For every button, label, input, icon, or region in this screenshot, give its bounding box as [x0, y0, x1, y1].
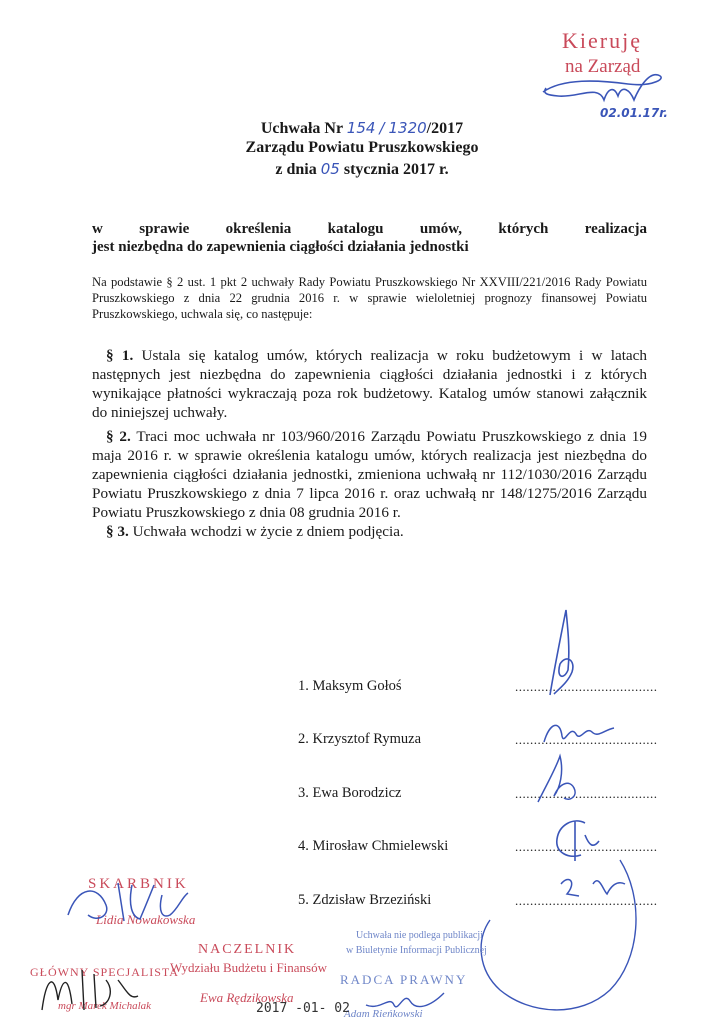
- incoming-stamp-date: 02.01.17r.: [600, 106, 668, 120]
- paragraph-3: § 3. Uchwała wchodzi w życie z dniem podjęcia.: [106, 523, 404, 540]
- specjalista-signature: [34, 960, 144, 1020]
- radca-signature: [360, 985, 450, 1015]
- signature-1: [520, 600, 610, 700]
- paragraph-2: § 2. Traci moc uchwała nr 103/960/2016 Zarządu Powiatu Pruszkowskiego z dnia 19 maja 2016 r. w sprawie określenia katalogu umów, których realizacja jest niezbędna do zapewnienia ciągłości działania jednostki, zmieniona uchwałą nr 112/1030/2016 Zarządu Powiatu Pruszkowskiego z dnia 7 lipca 2016 r. oraz uchwałą nr 148/1275/2016 Zarządu Powiatu Pruszkowskiego z dnia 08 grudnia 2016 r.: [92, 428, 647, 521]
- date-stamp: 2017 -01- 02: [256, 1001, 350, 1016]
- resolution-subject: w sprawie określenia katalogu umów, których realizacja jest niezbędna do zapewnienia ciągłości działania jednostki: [92, 221, 647, 255]
- signature-line-3: ......................................: [515, 786, 658, 801]
- signature-line-2: ......................................: [515, 732, 658, 747]
- legal-basis: Na podstawie § 2 ust. 1 pkt 2 uchwały Rady Powiatu Pruszkowskiego Nr XXVIII/221/2016 Rady Powiatu Pruszkowskiego z dnia 22 grudnia 2016 r. w sprawie wieloletniej prognozy finansowej Powiatu Pruszkowskiego, uchwala się, co następuje:: [92, 275, 647, 321]
- paragraph-1: § 1. Ustala się katalog umów, których realizacja w roku budżetowym i w latach następnych jest niezbędna do zapewnienia ciągłości działania jednostki i z których wynikające płatności wykraczają poza rok budżetowy. Katalog umów stanowi załącznik do niniejszej uchwały.: [92, 347, 647, 421]
- member-3: 3. Ewa Borodzicz: [298, 785, 402, 801]
- naczelnik-stamp-name: Ewa Rędzikowska: [200, 990, 294, 1005]
- resolution-day-handwritten: 05: [320, 160, 340, 178]
- naczelnik-stamp-dept: Wydziału Budżetu i Finansów: [170, 960, 327, 975]
- specjalista-stamp-name: mgr Marek Michalak: [58, 1000, 152, 1012]
- signature-line-4: ......................................: [515, 839, 658, 854]
- incoming-stamp-line2: na Zarząd: [565, 56, 641, 77]
- signature-line-5: ......................................: [515, 893, 658, 908]
- publication-note-line1: Uchwała nie podlega publikacji: [356, 930, 483, 941]
- signature-3: [530, 752, 590, 807]
- incoming-stamp-line1: Kieruję: [562, 28, 642, 53]
- resolution-number-handwritten-1: 154: [346, 119, 376, 137]
- member-5: 5. Zdzisław Brzeziński: [298, 892, 432, 908]
- resolution-date-line: z dnia 05 stycznia 2017 r.: [275, 160, 449, 178]
- member-1: 1. Maksym Gołoś: [298, 678, 402, 694]
- large-signature-loop: [470, 839, 658, 1020]
- resolution-number-line: Uchwała Nr 154 / 1320/2017: [260, 119, 464, 137]
- member-4: 4. Mirosław Chmielewski: [298, 838, 449, 854]
- signature-line-1: ......................................: [515, 679, 658, 694]
- member-2: 2. Krzysztof Rymuza: [298, 731, 422, 747]
- specjalista-stamp-title: GŁÓWNY SPECJALISTA: [30, 965, 179, 979]
- resolution-board-name: Zarządu Powiatu Pruszkowskiego: [245, 139, 479, 156]
- radca-stamp-name: Adam Rieńkowski: [344, 1008, 423, 1020]
- publication-note-line2: w Biuletynie Informacji Publicznej: [346, 945, 487, 956]
- radca-stamp-title: RADCA PRAWNY: [340, 972, 468, 987]
- skarbnik-stamp-name: Lidia Nowakowska: [96, 912, 196, 927]
- skarbnik-stamp-title: SKARBNIK: [88, 876, 189, 892]
- signature-2: [540, 712, 620, 752]
- skarbnik-signature: [58, 875, 198, 935]
- resolution-number-handwritten-2: 1320: [388, 119, 427, 137]
- naczelnik-stamp-title: NACZELNIK: [198, 942, 297, 957]
